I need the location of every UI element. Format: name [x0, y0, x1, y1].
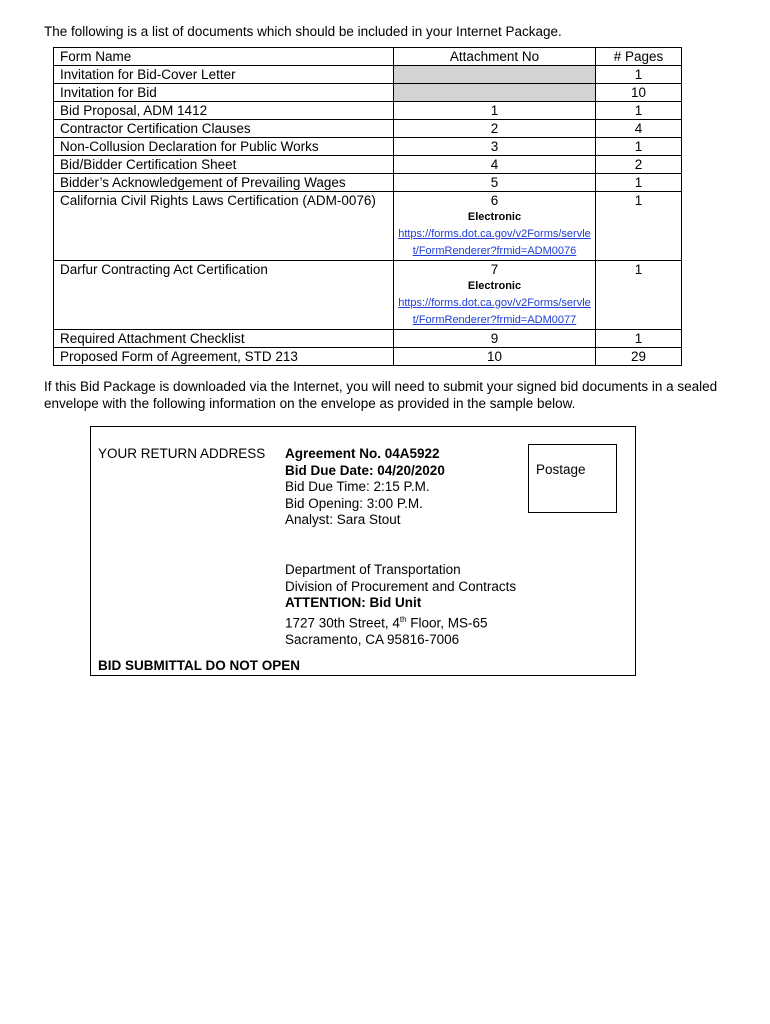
bid-opening: Bid Opening: 3:00 P.M.: [285, 495, 423, 511]
attachment-no-cell: 4: [394, 156, 596, 174]
attachment-no-cell: [394, 84, 596, 102]
pages-cell: 1: [596, 66, 682, 84]
attachment-no-cell: 6: [394, 192, 596, 210]
table-header-row: [54, 48, 682, 66]
street-part-2: Floor, MS-65: [406, 615, 488, 630]
return-address: YOUR RETURN ADDRESS: [98, 446, 266, 461]
form-name-cell: Proposed Form of Agreement, STD 213: [54, 348, 394, 366]
pages-cell: 1: [596, 192, 682, 210]
form-name-cell: Required Attachment Checklist: [54, 330, 394, 348]
attachment-no-cell: 5: [394, 174, 596, 192]
form-name-cell: Non-Collusion Declaration for Public Works: [54, 138, 394, 156]
envelope-sample: [90, 426, 636, 676]
table-row: [54, 138, 682, 156]
pages-cell: 1: [596, 102, 682, 120]
pages-cell: 29: [596, 348, 682, 366]
attachment-no-cell: 1: [394, 102, 596, 120]
pages-cell: 10: [596, 84, 682, 102]
form-name-cell: Bid Proposal, ADM 1412: [54, 102, 394, 120]
department: Department of Transportation: [285, 562, 461, 577]
bid-info: [285, 446, 445, 529]
analyst: Analyst: Sara Stout: [285, 512, 401, 527]
pages-cell: 2: [596, 156, 682, 174]
table-row: [54, 84, 682, 102]
attachment-no-cell: 3: [394, 138, 596, 156]
pages-cell: 1: [596, 174, 682, 192]
pages-cell: 1: [596, 138, 682, 156]
documents-table: [53, 47, 682, 366]
empty-cell: [54, 278, 394, 330]
link-row: [54, 278, 682, 330]
table-row: [54, 102, 682, 120]
table-row: [54, 261, 682, 279]
city-state-zip: Sacramento, CA 95816-7006: [285, 631, 460, 647]
form-link[interactable]: https://forms.dot.ca.gov/v2Forms/servlet/FormRenderer?frmid=ADM0077: [398, 297, 591, 326]
table-row: [54, 120, 682, 138]
submission-note: If this Bid Package is downloaded via the Internet, you will need to submit your signed bid documents in a sealed envelope with the following information on the envelope as provided in the sample below.: [44, 379, 718, 411]
form-name-cell: Bid/Bidder Certification Sheet: [54, 156, 394, 174]
table-row: [54, 174, 682, 192]
form-name-cell: Contractor Certification Clauses: [54, 120, 394, 138]
form-link[interactable]: https://forms.dot.ca.gov/v2Forms/servlet/FormRenderer?frmid=ADM0076: [398, 228, 591, 257]
attachment-no-cell: 10: [394, 348, 596, 366]
postage-box: [528, 444, 617, 513]
pages-cell: 1: [596, 330, 682, 348]
header-form-name: Form Name: [54, 48, 394, 66]
link-row: [54, 209, 682, 261]
attachment-no-cell: 7: [394, 261, 596, 279]
bid-due-date: Bid Due Date: 04/20/2020: [285, 462, 445, 478]
bid-due-time: Bid Due Time: 2:15 P.M.: [285, 479, 430, 494]
pages-cell: 1: [596, 261, 682, 279]
form-name-cell: Bidder’s Acknowledgement of Prevailing Wages: [54, 174, 394, 192]
electronic-link-cell: [394, 209, 596, 261]
empty-cell: [596, 209, 682, 261]
form-name-cell: Invitation for Bid-Cover Letter: [54, 66, 394, 84]
street-address: [285, 612, 516, 632]
table-row: [54, 156, 682, 174]
electronic-link-cell: [394, 278, 596, 330]
electronic-label: Electronic: [467, 280, 522, 292]
electronic-label: Electronic: [467, 211, 522, 223]
street-sup: th: [399, 614, 407, 624]
form-name-cell: Darfur Contracting Act Certification: [54, 261, 394, 279]
pages-cell: 4: [596, 120, 682, 138]
empty-cell: [54, 209, 394, 261]
postage-label: Postage: [536, 462, 586, 477]
table-row: [54, 330, 682, 348]
attachment-no-cell: [394, 66, 596, 84]
empty-cell: [596, 278, 682, 330]
table-row: [54, 66, 682, 84]
attention-line: ATTENTION: Bid Unit: [285, 595, 422, 610]
table-row: [54, 192, 682, 210]
street-part: 1727 30th Street, 4: [285, 615, 400, 630]
attachment-no-cell: 2: [394, 120, 596, 138]
form-name-cell: California Civil Rights Laws Certification (ADM-0076): [54, 192, 394, 210]
recipient-address: [285, 562, 516, 648]
header-pages: # Pages: [596, 48, 682, 66]
header-attachment-no: Attachment No: [394, 48, 596, 66]
attachment-no-cell: 9: [394, 330, 596, 348]
form-name-cell: Invitation for Bid: [54, 84, 394, 102]
division: Division of Procurement and Contracts: [285, 578, 517, 594]
agreement-number: Agreement No. 04A5922: [285, 446, 440, 461]
bid-submittal-warning: BID SUBMITTAL DO NOT OPEN: [98, 658, 300, 673]
intro-text: The following is a list of documents which should be included in your Internet Package.: [44, 24, 562, 39]
table-row: [54, 348, 682, 366]
